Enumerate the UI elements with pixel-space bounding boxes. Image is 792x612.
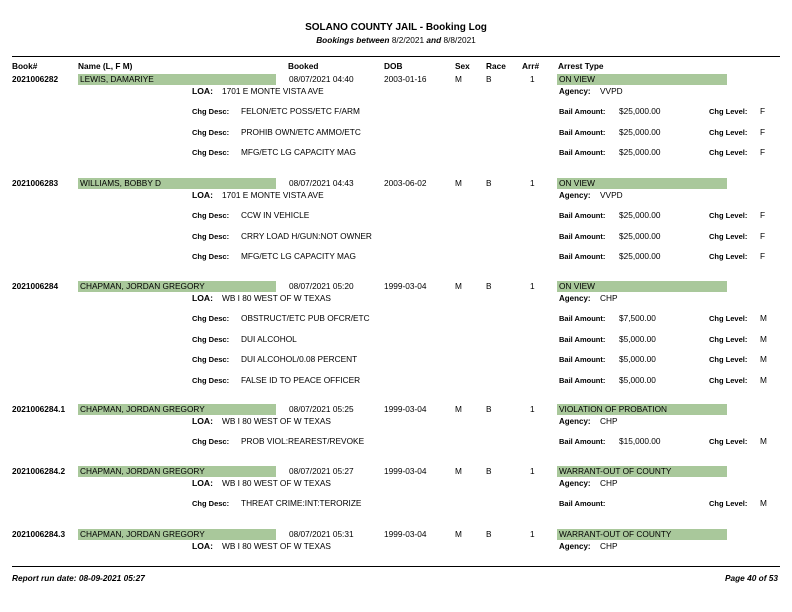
- book-number: 2021006282: [12, 74, 59, 84]
- loa-label: LOA:: [192, 86, 214, 96]
- chg-desc: OBSTRUCT/ETC PUB OFCR/ETC: [241, 313, 370, 323]
- chg-level: M: [760, 436, 767, 446]
- bail-amount: $25,000.00: [619, 147, 661, 157]
- chg-desc-label: Chg Desc:: [192, 127, 230, 137]
- agency-label: Agency:: [559, 87, 591, 96]
- chg-level-label: Chg Level:: [709, 252, 748, 261]
- bail-amount-label: Bail Amount:: [559, 314, 606, 323]
- dob: 1999-03-04: [384, 529, 427, 539]
- book-number: 2021006283: [12, 178, 59, 188]
- agency-label: Agency:: [559, 479, 591, 488]
- subtitle-and: and: [426, 35, 442, 45]
- bail-amount-label: Bail Amount:: [559, 107, 606, 116]
- booked-datetime: 08/07/2021 04:40: [289, 74, 354, 84]
- arrest-type: WARRANT-OUT OF COUNTY: [559, 466, 672, 476]
- agency-label: Agency:: [559, 294, 591, 303]
- chg-desc-label: Chg Desc:: [192, 314, 230, 323]
- chg-level: M: [760, 354, 767, 364]
- chg-desc-label: Chg Desc:: [192, 499, 230, 508]
- chg-desc-label: Chg Desc:: [192, 437, 230, 446]
- dob: 1999-03-04: [384, 404, 427, 414]
- sex: M: [455, 404, 462, 414]
- race: B: [486, 404, 492, 414]
- chg-desc: FALSE ID TO PEACE OFFICER: [241, 374, 361, 385]
- chg-desc-label: Chg Desc:: [192, 355, 230, 364]
- sex: M: [455, 178, 462, 188]
- page-number: Page 40 of 53: [724, 573, 778, 583]
- bail-amount-label: Bail Amount:: [559, 127, 606, 137]
- chg-level: F: [760, 106, 766, 116]
- col-header-arrest-type: Arrest Type: [558, 61, 604, 71]
- loa-value: WB I 80 WEST OF W TEXAS: [222, 293, 331, 303]
- arrest-number: 1: [530, 466, 535, 476]
- subtitle-prefix: Bookings between: [316, 35, 390, 45]
- arrest-type: ON VIEW: [559, 178, 595, 188]
- report-subtitle: [0, 35, 792, 45]
- sex: M: [455, 281, 462, 291]
- date-to: 8/8/2021: [443, 35, 476, 45]
- race: B: [486, 466, 492, 476]
- inmate-name: WILLIAMS, BOBBY D: [80, 178, 161, 188]
- col-header-arr: Arr#: [522, 61, 540, 71]
- sex: M: [455, 466, 462, 476]
- dob: 1999-03-04: [384, 281, 427, 291]
- chg-desc: CRRY LOAD H/GUN:NOT OWNER: [241, 230, 372, 241]
- agency-value: CHP: [600, 541, 618, 551]
- loa-label: LOA:: [192, 541, 214, 551]
- chg-level-label: Chg Level:: [709, 211, 748, 220]
- inmate-name: CHAPMAN, JORDAN GREGORY: [80, 529, 205, 539]
- sex: M: [455, 74, 462, 84]
- col-header-sex: Sex: [455, 61, 470, 71]
- chg-level: M: [760, 313, 767, 323]
- loa-label: LOA:: [192, 416, 214, 426]
- col-header-name: Name (L, F M): [78, 61, 133, 71]
- bail-amount: $5,000.00: [619, 333, 656, 344]
- bail-amount: $25,000.00: [619, 210, 661, 220]
- bail-amount: $25,000.00: [619, 106, 661, 116]
- book-number: 2021006284: [12, 281, 59, 291]
- chg-level-label: Chg Level:: [709, 107, 748, 116]
- bail-amount: $25,000.00: [619, 251, 661, 261]
- loa-label: LOA:: [192, 293, 214, 303]
- chg-level-label: Chg Level:: [709, 375, 748, 385]
- bail-amount-label: Bail Amount:: [559, 355, 606, 364]
- chg-level: F: [760, 251, 766, 261]
- inmate-name: CHAPMAN, JORDAN GREGORY: [80, 404, 205, 414]
- agency-value: VVPD: [600, 190, 623, 200]
- bail-amount: $5,000.00: [619, 354, 656, 364]
- chg-level: F: [760, 230, 766, 241]
- booked-datetime: 08/07/2021 04:43: [289, 178, 354, 188]
- agency-label: Agency:: [559, 417, 591, 426]
- chg-desc-label: Chg Desc:: [192, 334, 230, 344]
- chg-level: F: [760, 147, 766, 157]
- chg-level: M: [760, 374, 767, 385]
- chg-desc: MFG/ETC LG CAPACITY MAG: [241, 147, 356, 157]
- header-top-rule: [12, 56, 780, 57]
- chg-desc: DUI ALCOHOL: [241, 333, 297, 344]
- agency-label: Agency:: [559, 191, 591, 200]
- booked-datetime: 08/07/2021 05:31: [289, 529, 354, 539]
- chg-level-label: Chg Level:: [709, 314, 748, 323]
- loa-value: WB I 80 WEST OF W TEXAS: [222, 541, 331, 551]
- loa-label: LOA:: [192, 478, 214, 488]
- chg-level: F: [760, 210, 766, 220]
- booked-datetime: 08/07/2021 05:20: [289, 281, 354, 291]
- bail-amount: $25,000.00: [619, 230, 661, 241]
- loa-value: 1701 E MONTE VISTA AVE: [222, 190, 324, 200]
- chg-level-label: Chg Level:: [709, 499, 748, 508]
- chg-desc-label: Chg Desc:: [192, 375, 230, 385]
- chg-desc: PROHIB OWN/ETC AMMO/ETC: [241, 126, 361, 137]
- race: B: [486, 281, 492, 291]
- report-title: SOLANO COUNTY JAIL - Booking Log: [305, 22, 487, 33]
- race: B: [486, 529, 492, 539]
- bail-amount: $25,000.00: [619, 126, 661, 137]
- bail-amount-label: Bail Amount:: [559, 252, 606, 261]
- chg-desc: CCW IN VEHICLE: [241, 210, 310, 220]
- chg-desc: MFG/ETC LG CAPACITY MAG: [241, 251, 356, 261]
- chg-level-label: Chg Level:: [709, 148, 748, 157]
- col-header-dob: DOB: [384, 61, 403, 71]
- agency-value: CHP: [600, 293, 618, 303]
- chg-desc: PROB VIOL:REAREST/REVOKE: [241, 436, 365, 446]
- chg-level-label: Chg Level:: [709, 231, 748, 241]
- arrest-number: 1: [530, 178, 535, 188]
- chg-desc-label: Chg Desc:: [192, 231, 230, 241]
- book-number: 2021006284.2: [12, 466, 66, 476]
- book-number: 2021006284.3: [12, 529, 66, 539]
- arrest-type: ON VIEW: [559, 74, 595, 84]
- dob: 1999-03-04: [384, 466, 427, 476]
- chg-desc: FELON/ETC POSS/ETC F/ARM: [241, 106, 360, 116]
- arrest-type: WARRANT-OUT OF COUNTY: [559, 529, 672, 539]
- sex: M: [455, 529, 462, 539]
- arrest-number: 1: [530, 74, 535, 84]
- bail-amount-label: Bail Amount:: [559, 334, 606, 344]
- book-number: 2021006284.1: [12, 404, 66, 414]
- booked-datetime: 08/07/2021 05:25: [289, 404, 354, 414]
- report-run-date: Report run date: 08-09-2021 05:27: [12, 573, 145, 583]
- col-header-race: Race: [486, 61, 506, 71]
- loa-value: WB I 80 WEST OF W TEXAS: [222, 478, 331, 488]
- race: B: [486, 74, 492, 84]
- date-from: 8/2/2021: [391, 35, 425, 45]
- bail-amount-label: Bail Amount:: [559, 375, 606, 385]
- bail-amount: $7,500.00: [619, 313, 656, 323]
- arrest-number: 1: [530, 404, 535, 414]
- arrest-type: ON VIEW: [559, 281, 595, 291]
- chg-desc-label: Chg Desc:: [192, 148, 230, 157]
- chg-level-label: Chg Level:: [709, 355, 748, 364]
- agency-value: VVPD: [600, 86, 623, 96]
- col-header-booked: Booked: [288, 61, 319, 71]
- bail-amount-label: Bail Amount:: [559, 211, 606, 220]
- race: B: [486, 178, 492, 188]
- loa-value: WB I 80 WEST OF W TEXAS: [222, 416, 331, 426]
- loa-value: 1701 E MONTE VISTA AVE: [222, 86, 324, 96]
- chg-level: M: [760, 498, 767, 508]
- chg-level-label: Chg Level:: [709, 127, 748, 137]
- bail-amount: $15,000.00: [619, 436, 661, 446]
- inmate-name: CHAPMAN, JORDAN GREGORY: [80, 466, 205, 476]
- arrest-type: VIOLATION OF PROBATION: [559, 404, 668, 414]
- bail-amount-label: Bail Amount:: [559, 437, 606, 446]
- chg-desc-label: Chg Desc:: [192, 252, 230, 261]
- chg-level-label: Chg Level:: [709, 437, 748, 446]
- chg-level: M: [760, 333, 767, 344]
- agency-label: Agency:: [559, 542, 591, 551]
- loa-label: LOA:: [192, 190, 214, 200]
- chg-desc: DUI ALCOHOL/0.08 PERCENT: [241, 354, 358, 364]
- chg-level-label: Chg Level:: [709, 334, 748, 344]
- chg-desc-label: Chg Desc:: [192, 211, 230, 220]
- inmate-name: LEWIS, DAMARIYE: [80, 74, 154, 84]
- col-header-book: Book#: [12, 61, 38, 71]
- arrest-number: 1: [530, 281, 535, 291]
- dob: 2003-06-02: [384, 178, 427, 188]
- footer-rule: [12, 566, 780, 567]
- chg-level: F: [760, 126, 766, 137]
- bail-amount-label: Bail Amount:: [559, 148, 606, 157]
- agency-value: CHP: [600, 478, 618, 488]
- bail-amount-label: Bail Amount:: [559, 499, 606, 508]
- bail-amount-label: Bail Amount:: [559, 231, 606, 241]
- arrest-number: 1: [530, 529, 535, 539]
- dob: 2003-01-16: [384, 74, 427, 84]
- booked-datetime: 08/07/2021 05:27: [289, 466, 354, 476]
- bail-amount: $5,000.00: [619, 374, 656, 385]
- inmate-name: CHAPMAN, JORDAN GREGORY: [80, 281, 205, 291]
- agency-value: CHP: [600, 416, 618, 426]
- chg-desc: THREAT CRIME:INT:TERORIZE: [241, 498, 362, 508]
- chg-desc-label: Chg Desc:: [192, 107, 230, 116]
